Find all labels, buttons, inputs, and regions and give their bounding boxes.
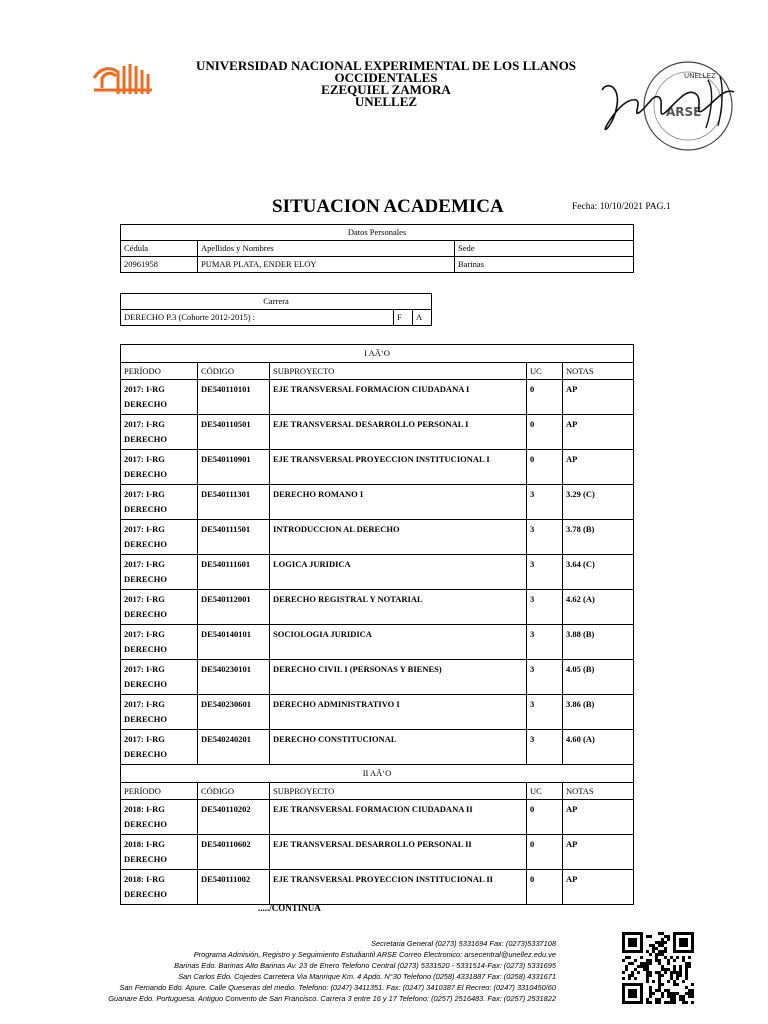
subproyecto-cell: EJE TRANSVERSAL FORMACION CIUDADANA II [270,800,527,835]
codigo-cell: DE540140101 [198,625,270,660]
footer-line: San Fernando Edo. Apure. Calle Queseras del medio. Telefono: (0247) 3411351. Fax: (0247) 3410387 El Recreo: (0247) 3310450/60 [119,983,556,992]
carrera-value: DERECHO [124,609,167,619]
carrera-value: DERECHO [124,889,167,899]
nota-cell: 3.88 (B) [563,625,634,660]
uc-cell: 3 [527,625,563,660]
codigo-cell: DE540110101 [198,380,270,415]
nota-cell: AP [563,870,634,905]
personal-data-table [120,224,634,273]
sede-value: Barinas [455,257,634,273]
periodo-cell [121,625,198,660]
periodo-cell [121,380,198,415]
nombres-label: Apellidos y Nombres [198,241,455,257]
periodo-cell [121,660,198,695]
subproyecto-cell: EJE TRANSVERSAL DESARROLLO PERSONAL I [270,415,527,450]
table-row [121,380,634,415]
sede-label: Sede [455,241,634,257]
periodo-cell [121,450,198,485]
periodo-cell [121,590,198,625]
uc-cell: 3 [527,485,563,520]
subproyecto-cell: DERECHO ADMINISTRATIVO I [270,695,527,730]
subproyecto-cell: EJE TRANSVERSAL PROYECCION INSTITUCIONAL II [270,870,527,905]
periodo-cell [121,835,198,870]
col-codigo: CÓDIGO [198,363,270,380]
uc-cell: 0 [527,870,563,905]
periodo-cell [121,870,198,905]
nota-cell: 3.64 (C) [563,555,634,590]
periodo-cell [121,555,198,590]
periodo-cell [121,695,198,730]
carrera-value: DERECHO [124,854,167,864]
col-codigo: CÓDIGO [198,783,270,800]
uc-cell: 0 [527,380,563,415]
col-uc: UC [527,363,563,380]
personal-data-header-row [121,225,634,241]
carrera-value: DERECHO [124,504,167,514]
table-row [121,800,634,835]
subproyecto-cell: EJE TRANSVERSAL FORMACION CIUDADANA I [270,380,527,415]
codigo-cell: DE540110202 [198,800,270,835]
codigo-cell: DE540240201 [198,730,270,765]
cedula-label: Cédula [121,241,198,257]
courses-body [121,345,634,905]
periodo-value: 2017: I-RG [124,384,165,394]
col-uc: UC [527,783,563,800]
year-section-row [121,345,634,363]
codigo-cell: DE540110901 [198,450,270,485]
uc-cell: 0 [527,800,563,835]
uc-cell: 0 [527,415,563,450]
table-row [121,695,634,730]
codigo-cell: DE540111301 [198,485,270,520]
periodo-cell [121,520,198,555]
codigo-cell: DE540110602 [198,835,270,870]
periodo-cell [121,730,198,765]
nota-cell: AP [563,450,634,485]
periodo-value: 2017: I-RG [124,489,165,499]
subproyecto-cell: INTRODUCCION AL DERECHO [270,520,527,555]
subproyecto-cell: EJE TRANSVERSAL PROYECCION INSTITUCIONAL I [270,450,527,485]
career-header-row [121,294,432,310]
col-subproyecto: SUBPROYECTO [270,363,527,380]
uc-cell: 0 [527,835,563,870]
uc-cell: 3 [527,590,563,625]
document-title: SITUACION ACADEMICA [272,196,504,217]
periodo-cell [121,800,198,835]
periodo-value: 2017: I-RG [124,734,165,744]
nota-cell: AP [563,835,634,870]
periodo-value: 2017: I-RG [124,629,165,639]
footer-line: Barinas Edo. Barinas Alto Barinas Av. 23 de Enero Telefono Central (0273) 5331520 - 5331514-Fax: (0273) 5331695 [174,961,556,970]
subproyecto-cell: DERECHO REGISTRAL Y NOTARIAL [270,590,527,625]
codigo-cell: DE540230601 [198,695,270,730]
nota-cell: AP [563,800,634,835]
footer-contact-info [76,938,556,1004]
nota-cell: AP [563,415,634,450]
uc-cell: 3 [527,520,563,555]
nota-cell: 4.60 (A) [563,730,634,765]
footer-line: Programa Admisión, Registro y Seguimiento Estudiantil ARSE Correo Electronico: arsecentral@unellez.edu.ve [193,950,556,959]
columns-header-row [121,363,634,380]
personal-data-values-row [121,257,634,273]
year-label: II AÃ‘O [121,765,634,783]
carrera-value: DERECHO [124,539,167,549]
table-row [121,415,634,450]
table-row [121,730,634,765]
col-subproyecto: SUBPROYECTO [270,783,527,800]
table-row [121,870,634,905]
unellez-logo [90,60,154,96]
codigo-cell: DE540112001 [198,590,270,625]
nota-cell: 3.29 (C) [563,485,634,520]
continue-note: ...../CONTINUA [258,903,321,913]
uc-cell: 0 [527,450,563,485]
university-acronym: UNELLEZ [354,94,418,109]
periodo-value: 2018: I-RG [124,874,165,884]
career-section-label: Carrera [121,294,432,310]
periodo-value: 2018: I-RG [124,839,165,849]
nombres-value: PUMAR PLATA, ENDER ELOY [198,257,455,273]
table-row [121,660,634,695]
periodo-value: 2017: I-RG [124,559,165,569]
carrera-value: DERECHO [124,469,167,479]
periodo-value: 2018: I-RG [124,804,165,814]
periodo-value: 2017: I-RG [124,664,165,674]
subproyecto-cell: DERECHO CIVIL I (PERSONAS Y BIENES) [270,660,527,695]
codigo-cell: DE540111601 [198,555,270,590]
codigo-cell: DE540110501 [198,415,270,450]
footer-line: Guanare Edo. Portuguesa. Antiguo Convento de San Francisco. Carrera 3 entre 16 y 17 Telefono: (0257) 2516483. Fax: (0257) 2531822 [108,994,556,1003]
subproyecto-cell: DERECHO ROMANO I [270,485,527,520]
codigo-cell: DE540111501 [198,520,270,555]
courses-table [120,344,634,905]
uc-cell: 3 [527,555,563,590]
cedula-value: 20961958 [121,257,198,273]
year-label: I AÃ‘O [121,345,634,363]
carrera-value: DERECHO [124,679,167,689]
subproyecto-cell: DERECHO CONSTITUCIONAL [270,730,527,765]
columns-header-row [121,783,634,800]
table-row [121,835,634,870]
uc-cell: 3 [527,660,563,695]
career-table [120,293,432,326]
table-row [121,555,634,590]
seal-top-text: UNELLEZ [684,72,716,80]
personal-data-labels-row [121,241,634,257]
codigo-cell: DE540111002 [198,870,270,905]
table-row [121,450,634,485]
official-seal-and-signature [588,50,748,160]
periodo-cell [121,415,198,450]
carrera-value: DERECHO [124,574,167,584]
carrera-value: DERECHO [124,434,167,444]
university-heading [160,60,612,108]
periodo-value: 2017: I-RG [124,419,165,429]
table-row [121,485,634,520]
year-section-row [121,765,634,783]
col-notas: NOTAS [563,783,634,800]
nota-cell: 4.05 (B) [563,660,634,695]
uc-cell: 3 [527,730,563,765]
table-row [121,625,634,660]
footer-line: San Carlos Edo. Cojedes Carretera Via Manrique Km. 4 Apdo. N°30 Telefono (0258) 4331887 Fax: (0258) 4331671 [178,972,556,981]
periodo-value: 2017: I-RG [124,594,165,604]
periodo-value: 2017: I-RG [124,454,165,464]
career-name: DERECHO P.3 (Cohorte 2012-2015) : [121,310,394,326]
career-col-a: A [413,310,432,326]
table-row [121,590,634,625]
periodo-value: 2017: I-RG [124,524,165,534]
carrera-value: DERECHO [124,749,167,759]
carrera-value: DERECHO [124,819,167,829]
nota-cell: 4.62 (A) [563,590,634,625]
carrera-value: DERECHO [124,644,167,654]
university-name: UNIVERSIDAD NACIONAL EXPERIMENTAL DE LOS LLANOS OCCIDENTALES [195,58,577,85]
codigo-cell: DE540230101 [198,660,270,695]
periodo-value: 2017: I-RG [124,699,165,709]
document-date-page: Fecha: 10/10/2021 PAG.1 [572,202,671,212]
table-row [121,520,634,555]
carrera-value: DERECHO [124,399,167,409]
subproyecto-cell: EJE TRANSVERSAL DESARROLLO PERSONAL II [270,835,527,870]
periodo-cell [121,485,198,520]
qr-code-icon [622,932,694,1004]
career-values-row [121,310,432,326]
subproyecto-cell: LOGICA JURIDICA [270,555,527,590]
col-periodo: PERÍODO [121,783,198,800]
carrera-value: DERECHO [124,714,167,724]
nota-cell: 3.86 (B) [563,695,634,730]
uc-cell: 3 [527,695,563,730]
col-notas: NOTAS [563,363,634,380]
personal-data-section-label: Datos Personales [121,225,634,241]
university-subname: EZEQUIEL ZAMORA [321,82,451,97]
col-periodo: PERÍODO [121,363,198,380]
nota-cell: AP [563,380,634,415]
nota-cell: 3.78 (B) [563,520,634,555]
subproyecto-cell: SOCIOLOGIA JURIDICA [270,625,527,660]
career-col-f: F [394,310,413,326]
footer-line: Secretaria General (0273) 5331694 Fax: (0273)5337108 [371,939,556,948]
seal-center-text: ARSE [666,105,702,119]
